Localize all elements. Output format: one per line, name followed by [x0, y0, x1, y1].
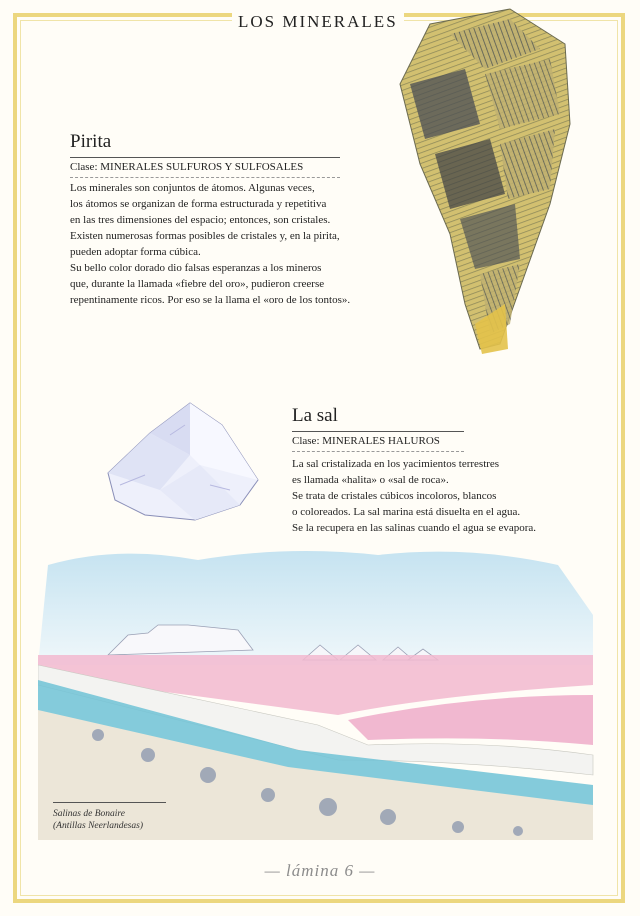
- page-footer: — lámina 6 —: [264, 861, 376, 880]
- pirita-clase-rule: [70, 177, 340, 178]
- sal-clase: Clase: MINERALES HALUROS: [292, 435, 440, 447]
- pirita-line: Su bello color dorado dio falsas esperanzas a los mineros: [70, 262, 322, 274]
- caption-rule: [53, 802, 166, 803]
- pyrite-illustration: [390, 4, 580, 364]
- salt-flats-illustration: [38, 545, 598, 840]
- pirita-line: en las tres dimensiones del espacio; entonces, son cristales.: [70, 214, 331, 226]
- pirita-line: pueden adoptar forma cúbica.: [70, 246, 201, 258]
- caption-line-2: (Antillas Neerlandesas): [53, 821, 143, 831]
- pirita-line: los átomos se organizan de forma estructurada y repetitiva: [70, 198, 327, 210]
- sal-clase-rule: [292, 451, 464, 452]
- pirita-body: [70, 180, 350, 308]
- pirita-line: Existen numerosas formas posibles de cristales y, en la pirita,: [70, 230, 340, 242]
- salt-crystal-illustration: [90, 395, 270, 535]
- pirita-line: Los minerales son conjuntos de átomos. Algunas veces,: [70, 182, 315, 194]
- pirita-clase: Clase: MINERALES SULFUROS Y SULFOSALES: [70, 161, 304, 173]
- sal-body: [292, 456, 536, 536]
- pirita-line: repentinamente ricos. Por eso se la llama el «oro de los tontos».: [70, 294, 351, 306]
- sal-line: La sal cristalizada en los yacimientos terrestres: [292, 458, 500, 470]
- pirita-title-rule: [70, 157, 340, 158]
- sal-line: es llamada «halita» o «sal de roca».: [292, 474, 449, 486]
- pirita-line: que, durante la llamada «fiebre del oro», pudieron creerse: [70, 278, 325, 290]
- sal-line: o coloreados. La sal marina está disuelta en el agua.: [292, 506, 521, 518]
- page-header-title: LOS MINERALES: [232, 12, 404, 32]
- pirita-title: Pirita: [70, 131, 112, 152]
- sal-title: La sal: [292, 405, 338, 426]
- sal-line: Se la recupera en las salinas cuando el agua se evapora.: [292, 522, 537, 534]
- caption-line-1: Salinas de Bonaire: [53, 809, 125, 819]
- sal-title-rule: [292, 431, 464, 432]
- illustration-caption: [53, 808, 143, 832]
- sal-line: Se trata de cristales cúbicos incoloros, blancos: [292, 490, 497, 502]
